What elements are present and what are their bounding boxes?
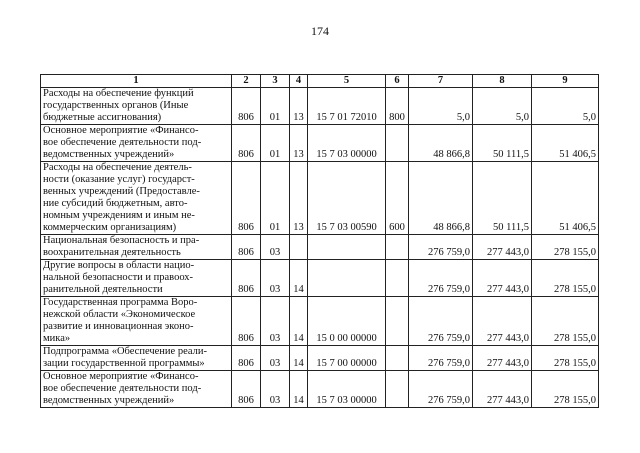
cell-col-8: 277 443,0: [473, 297, 532, 346]
row-name-line: бюджетные ассигнования): [43, 112, 162, 123]
row-name-line: нежской области «Экономическое: [43, 309, 196, 320]
cell-col-4: 13: [290, 88, 308, 125]
cell-col-7: 276 759,0: [409, 346, 473, 371]
table-body: [41, 88, 599, 408]
row-name-cell: [41, 125, 232, 162]
cell-col-2: 806: [232, 371, 261, 408]
row-name-cell: [41, 88, 232, 125]
cell-col-5: 15 7 03 00000: [308, 371, 386, 408]
cell-col-3: 01: [261, 88, 290, 125]
cell-col-2: 806: [232, 260, 261, 297]
row-name-line: нальной безопасности и правоох-: [43, 272, 194, 283]
cell-col-8: 277 443,0: [473, 346, 532, 371]
row-name-line: зации государственной программы»: [43, 358, 205, 369]
table-row: [41, 346, 599, 371]
cell-col-3: 01: [261, 162, 290, 235]
row-name-line: Расходы на обеспечение деятель-: [43, 162, 192, 173]
cell-col-7: 276 759,0: [409, 371, 473, 408]
page-number: 174: [311, 24, 329, 38]
cell-col-9: 278 155,0: [532, 346, 599, 371]
cell-col-6: [386, 371, 409, 408]
header-cell: 8: [473, 75, 532, 88]
cell-col-2: 806: [232, 88, 261, 125]
cell-col-6: 600: [386, 162, 409, 235]
row-name-line: ранительной деятельности: [43, 284, 163, 295]
cell-col-3: 03: [261, 297, 290, 346]
row-name-line: вое обеспечение деятельности под-: [43, 137, 202, 148]
cell-col-4: 14: [290, 346, 308, 371]
cell-col-8: 50 111,5: [473, 125, 532, 162]
row-name-line: Подпрограмма «Обеспечение реали-: [43, 346, 207, 357]
cell-col-7: 276 759,0: [409, 235, 473, 260]
row-name-line: Основное мероприятие «Финансо-: [43, 125, 199, 136]
cell-col-7: 276 759,0: [409, 297, 473, 346]
cell-col-2: 806: [232, 297, 261, 346]
cell-col-5: [308, 235, 386, 260]
row-name-line: ведомственных учреждений»: [43, 395, 175, 406]
row-name-cell: [41, 260, 232, 297]
cell-col-5: 15 7 03 00590: [308, 162, 386, 235]
row-name-cell: [41, 297, 232, 346]
cell-col-8: 50 111,5: [473, 162, 532, 235]
budget-table: [40, 74, 599, 408]
row-name-line: Государственная программа Воро-: [43, 297, 198, 308]
header-cell: 4: [290, 75, 308, 88]
row-name-line: Расходы на обеспечение функций: [43, 88, 194, 99]
cell-col-8: 277 443,0: [473, 260, 532, 297]
row-name-line: мика»: [43, 333, 71, 344]
cell-col-4: 13: [290, 162, 308, 235]
cell-col-9: 278 155,0: [532, 371, 599, 408]
cell-col-9: 51 406,5: [532, 125, 599, 162]
cell-col-7: 5,0: [409, 88, 473, 125]
row-name-line: венных учреждений (Предоставле-: [43, 186, 200, 197]
header-cell: 6: [386, 75, 409, 88]
cell-col-9: 278 155,0: [532, 297, 599, 346]
cell-col-5: 15 7 01 72010: [308, 88, 386, 125]
cell-col-4: 14: [290, 260, 308, 297]
table-row: [41, 371, 599, 408]
row-name-line: развитие и инновационная эконо-: [43, 321, 194, 332]
cell-col-8: 277 443,0: [473, 371, 532, 408]
cell-col-4: 14: [290, 297, 308, 346]
cell-col-2: 806: [232, 125, 261, 162]
table-row: [41, 162, 599, 235]
cell-col-9: 278 155,0: [532, 260, 599, 297]
header-cell: 1: [41, 75, 232, 88]
header-cell: 3: [261, 75, 290, 88]
cell-col-3: 03: [261, 235, 290, 260]
cell-col-4: 14: [290, 371, 308, 408]
row-name-line: ние субсидий бюджетным, авто-: [43, 198, 188, 209]
table-row: [41, 260, 599, 297]
cell-col-7: 276 759,0: [409, 260, 473, 297]
row-name-line: коммерческим организациям): [43, 222, 177, 233]
row-name-line: ведомственных учреждений»: [43, 149, 175, 160]
cell-col-6: 800: [386, 88, 409, 125]
cell-col-5: [308, 260, 386, 297]
row-name-line: номным учреждениям и иным не-: [43, 210, 195, 221]
cell-col-5: 15 7 00 00000: [308, 346, 386, 371]
cell-col-5: 15 0 00 00000: [308, 297, 386, 346]
cell-col-7: 48 866,8: [409, 162, 473, 235]
cell-col-4: 13: [290, 125, 308, 162]
row-name-cell: [41, 346, 232, 371]
cell-col-2: 806: [232, 235, 261, 260]
cell-col-3: 03: [261, 260, 290, 297]
cell-col-6: [386, 297, 409, 346]
header-cell: 7: [409, 75, 473, 88]
row-name-line: воохранительная деятельность: [43, 247, 181, 258]
cell-col-4: [290, 235, 308, 260]
row-name-cell: [41, 371, 232, 408]
cell-col-9: 5,0: [532, 88, 599, 125]
row-name-line: государственных органов (Иные: [43, 100, 189, 111]
table-row: [41, 125, 599, 162]
header-cell: 9: [532, 75, 599, 88]
table-row: [41, 297, 599, 346]
row-name-line: Национальная безопасность и пра-: [43, 235, 200, 246]
table-header-row: [41, 75, 599, 88]
cell-col-7: 48 866,8: [409, 125, 473, 162]
header-cell: 5: [308, 75, 386, 88]
cell-col-8: 277 443,0: [473, 235, 532, 260]
cell-col-6: [386, 235, 409, 260]
cell-col-3: 03: [261, 346, 290, 371]
cell-col-3: 03: [261, 371, 290, 408]
cell-col-6: [386, 260, 409, 297]
cell-col-5: 15 7 03 00000: [308, 125, 386, 162]
table-row: [41, 88, 599, 125]
table-row: [41, 235, 599, 260]
cell-col-2: 806: [232, 346, 261, 371]
row-name-cell: [41, 162, 232, 235]
cell-col-2: 806: [232, 162, 261, 235]
cell-col-9: 51 406,5: [532, 162, 599, 235]
cell-col-3: 01: [261, 125, 290, 162]
cell-col-6: [386, 125, 409, 162]
header-cell: 2: [232, 75, 261, 88]
row-name-line: ности (оказание услуг) государст-: [43, 174, 195, 185]
row-name-cell: [41, 235, 232, 260]
row-name-line: Основное мероприятие «Финансо-: [43, 371, 199, 382]
cell-col-8: 5,0: [473, 88, 532, 125]
cell-col-9: 278 155,0: [532, 235, 599, 260]
row-name-line: Другие вопросы в области нацио-: [43, 260, 195, 271]
cell-col-6: [386, 346, 409, 371]
row-name-line: вое обеспечение деятельности под-: [43, 383, 202, 394]
